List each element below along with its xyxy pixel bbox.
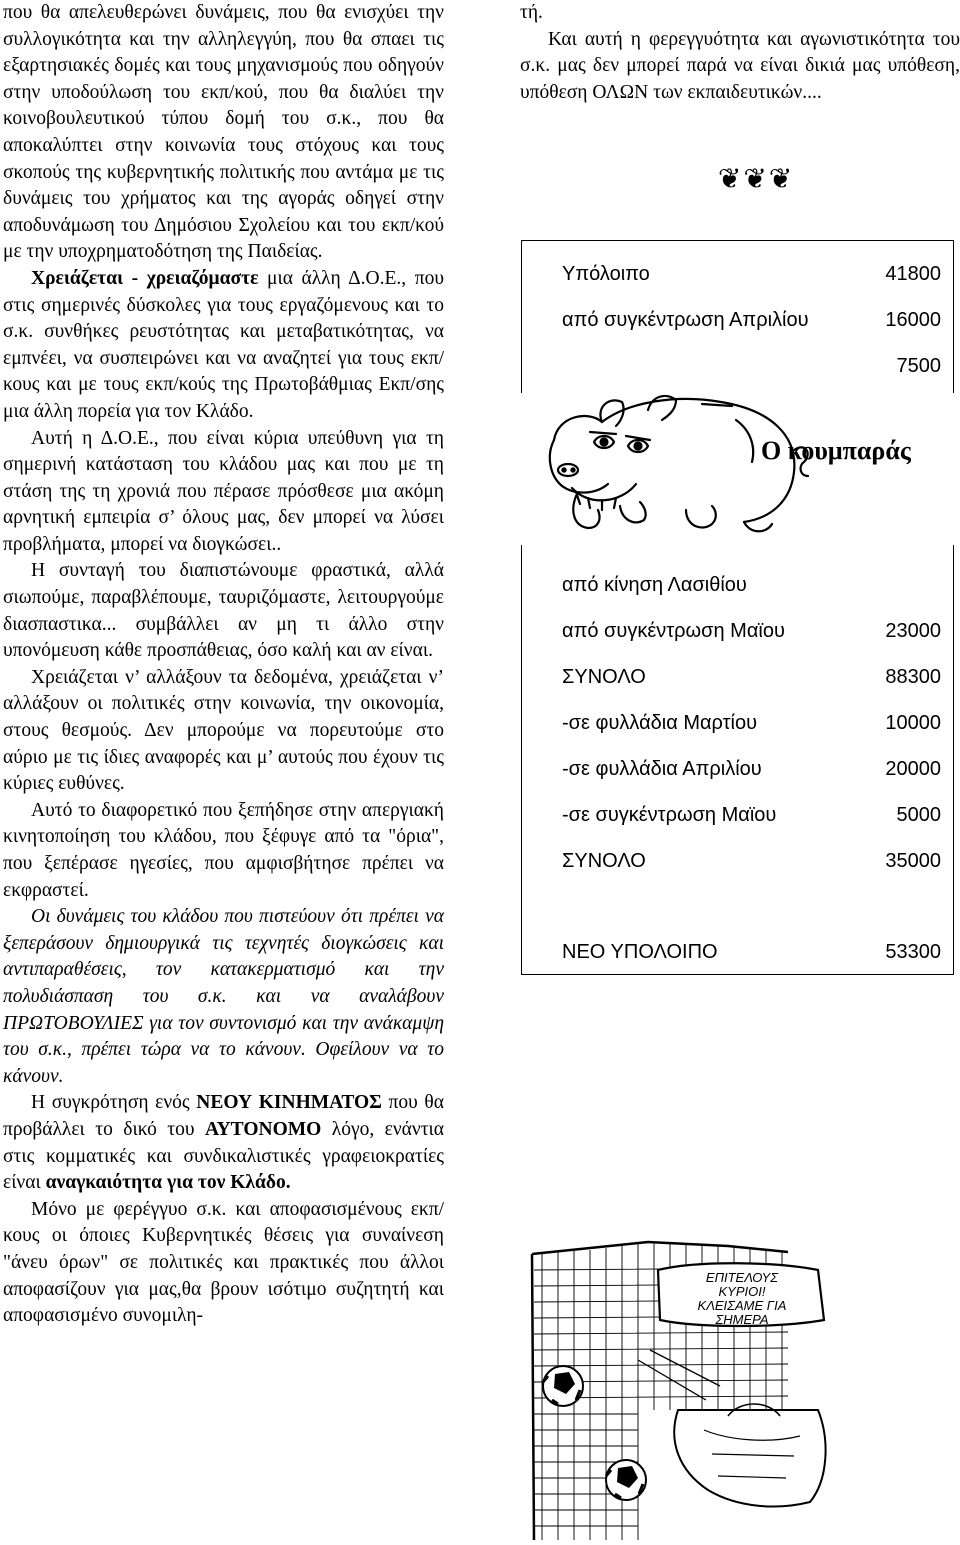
paragraph-1: που θα απελευθερώνει δυνάμεις, που θα ενισχύει την συλλογικότητα και την αλληλεγγύη, που θα σπαει τις εξαρτησιακές δομές και τους μηχανισμούς που οδηγούν στην υποδούλωση του εκπ/κού, που θα διαλύει την κοινοβουλευτικού τύπου δομή του σ.κ., που θα αποκαλύπτει στην κοινωνία τους στόχους και τους σκοπούς της κυβερνητικής πολιτικής που αντάμα με τις δυνάμεις του χρήματος και της αγοράς οδηγεί στην αποδυνάμωση του Δημόσιου Σχολείου και του εκπ/κού με την υποχρηματοδότηση της Παιδείας. xyxy=(3,2,444,263)
finance-row-total-expenses xyxy=(562,850,941,880)
paragraph-7: Οι δυνάμεις του κλάδου που πιστεύουν ότι πρέπει να ξεπεράσουν δημιουργικά τις τεχνητές διογκώσεις και αντιπαραθέσεις, τον κατακερματισμό και την πολυδιάσπαση του σ.κ. και να αναλάβουν ΠΡΩΤΟΒΟΥΛΙΕΣ για τον συντονισμό και την ανάκαμψη του σ.κ., πρέπει τώρα να το κάνουν. Οφείλουν να το κάνουν. xyxy=(3,906,444,1087)
finance-row-march-leaflets xyxy=(562,712,941,742)
finance-row-new-balance xyxy=(562,941,941,971)
piggy-bank-caption: Ο κουμπαράς xyxy=(761,436,911,465)
finance-label: -σε φυλλάδια Απριλίου xyxy=(562,758,762,780)
finance-row-april xyxy=(562,309,941,339)
soccer-ball-icon xyxy=(606,1460,646,1500)
paragraph-2-rest: μια άλλη Δ.Ο.Ε., που στις σημερινές δύσκολες για τους εργαζόμενους και το σ.κ. συνθήκες ρευστότητας και μεταβατικότητας, να εμπνέει, να συσπειρώνει και να αναζητεί για τους εκπ/κους και με τους εκπ/κούς της Πρωτοβάθμιας Εκπ/σης μια άλλη πορεία για τον Κλάδο. xyxy=(3,267,444,422)
p8-part-c: που θα προβάλλει το δικό του xyxy=(3,1092,444,1140)
finance-value: 20000 xyxy=(885,758,941,780)
fleuron-ornament: ❦❦❦ xyxy=(718,162,795,195)
football-cartoon xyxy=(528,1240,953,1540)
finance-value: 23000 xyxy=(885,620,941,642)
continued-all: ΟΛΩΝ xyxy=(592,81,649,103)
paragraph-8 xyxy=(3,1090,444,1196)
finance-label: από συγκέντρωση Μαϊου xyxy=(562,620,785,642)
sign-line-1: ΕΠΙΤΕΛΟΥΣ xyxy=(705,1270,779,1285)
p8-part-a: Η συγκρότηση ενός xyxy=(31,1092,197,1114)
finance-row-lasithi xyxy=(562,574,941,604)
paragraph-6: Αυτό το διαφορετικό που ξεπήδησε στην απεργιακή κινητοποίηση του κλάδου, που ξέφυγε από τα "όρια", που ξεπέρασε ηγεσίες, που αμφισβήτησε πρέπει να εκφραστεί. xyxy=(3,799,444,901)
finance-label: -σε συγκέντρωση Μαϊου xyxy=(562,804,777,826)
finance-box-top xyxy=(521,240,954,393)
finance-label: από κίνηση Λασιθίου xyxy=(562,574,747,596)
sign-line-4: ΣΗΜΕΡΑ xyxy=(715,1312,769,1327)
continued-paragraph xyxy=(520,27,960,107)
football-goal-cartoon xyxy=(528,1240,953,1540)
paragraph-2-bold: Χρειάζεται - χρειαζόμαστε xyxy=(31,267,259,289)
finance-label: από συγκέντρωση Απριλίου xyxy=(562,309,809,331)
finance-value: 41800 xyxy=(885,263,941,285)
sign-line-2: ΚΥΡΙΟΙ! xyxy=(718,1284,766,1299)
piggy-bank-illustration xyxy=(536,380,956,540)
paragraph-2 xyxy=(3,266,444,426)
finance-value: 5000 xyxy=(896,804,941,826)
paragraph-4: Η συνταγή του διαπιστώνουμε φραστικά, αλλά σιωπούμε, παραβλέπουμε, ταυριζόμαστε, λειτουργούμε διασπαστικα... συμβάλλει αν μη τι άλλο στην υπονόμευση κάθε προσπάθειας, όσο καλή και αν είναι. xyxy=(3,560,444,662)
finance-row-balance xyxy=(562,263,941,293)
continued-line: τή. xyxy=(520,2,543,23)
right-column xyxy=(520,0,960,1543)
p8-autonomous: ΑΥΤΟΝΟΜΟ xyxy=(205,1118,322,1140)
paragraph-5: Χρειάζεται ν’ αλλάξουν τα δεδομένα, χρειάζεται ν’ αλλάξουν οι πολιτικές στην κοινωνία, την οικονομία, στους θεσμούς. Δεν μπορούμε να πορευτούμε στο αύριο με τις ίδιες αναφορές και μ’ αυτούς που έχουν τις κύριες ευθύνες. xyxy=(3,666,444,795)
finance-row-may-rally xyxy=(562,804,941,834)
continued-text xyxy=(520,0,960,106)
finance-label: -σε φυλλάδια Μαρτίου xyxy=(562,712,758,734)
finance-value: 88300 xyxy=(885,666,941,688)
finance-value: 16000 xyxy=(885,309,941,331)
paragraph-9: Μόνο με φερέγγυο σ.κ. και αποφασισμένους εκπ/κους οι όποιες Κυβερνητικές θέσεις για συναίνεση "άνευ όρων" σε πολιτικές και πρακτικές που άλλοι αποφασίζουν για μας,θα βρουν ισότιμο συζητητή και αποφασισμένο συνομιλη- xyxy=(3,1198,444,1327)
finance-value: 53300 xyxy=(885,941,941,963)
finance-value: 35000 xyxy=(885,850,941,872)
finance-row-may xyxy=(562,620,941,650)
finance-label: ΝΕΟ ΥΠΟΛΟΙΠΟ xyxy=(562,941,718,963)
finance-box-bottom xyxy=(521,545,954,975)
finance-value: 7500 xyxy=(896,355,941,377)
sign-line-3: ΚΛΕΙΣΑΜΕ ΓΙΑ xyxy=(697,1298,787,1313)
paragraph-3: Αυτή η Δ.Ο.Ε., που είναι κύρια υπεύθυνη για τη σημερινή κατάσταση του κλάδου μας και που με τη στάση της τη χρονιά που πέρασε πρόσθεσε μια ακόμη αρνητική εμπειρία σ’ όλους μας, δεν μπορεί να λύσει προβλήματα, μπορεί να διογκώσει.. xyxy=(3,427,444,555)
continued-part-c: των εκπαιδευτικών.... xyxy=(648,81,822,103)
continued-part-a: Και αυτή η φερεγγυότητα και αγωνιστικότητα του σ.κ. μας δεν μπορεί παρά να είναι δικιά μας υπόθεση, υπόθεση xyxy=(520,28,960,103)
p8-new-movement: ΝΕΟΥ ΚΙΝΗΜΑΤΟΣ xyxy=(196,1092,382,1114)
finance-label: ΣΥΝΟΛΟ xyxy=(562,666,646,688)
p8-part-e: λόγο, ενάντια στις κομματικές και συνδικαλιστικές γραφειοκρατίες είναι xyxy=(3,1118,444,1194)
soccer-ball-icon xyxy=(543,1366,583,1406)
finance-row-april-leaflets xyxy=(562,758,941,788)
left-text-column xyxy=(3,0,444,1543)
finance-label: Υπόλοιπο xyxy=(562,263,650,285)
p8-necessity: αναγκαιότητα για τον Κλάδο. xyxy=(45,1172,291,1194)
finance-label: ΣΥΝΟΛΟ xyxy=(562,850,646,872)
finance-value: 10000 xyxy=(885,712,941,734)
finance-row-total-income xyxy=(562,666,941,696)
